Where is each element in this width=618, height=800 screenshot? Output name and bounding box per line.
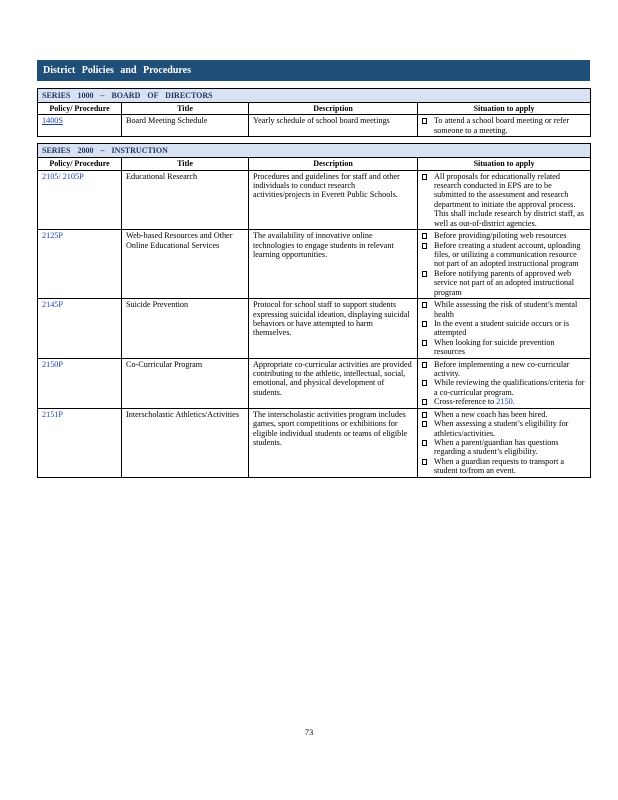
situation-text: When assessing a student’s eligibility for athletics/activities. [434,419,569,438]
situation-item [422,378,586,397]
title-cell: Educational Research [122,170,249,230]
situation-text: All proposals for educationally related research conducted in EPS are to be submitted to the assessment and research department to initiate the approval process. This shall include research by district staff, as well as out-of-district agencies. [434,171,584,228]
situation-text: When a new coach has been hired. [434,409,548,419]
checkbox-bullet-icon [422,340,427,346]
description-cell: Protocol for school staff to support students expressing suicidal ideation, displaying suicidal behaviors or have attempted to harm themselves. [249,299,418,359]
situation-cell [418,408,591,477]
table-row [38,299,591,359]
situation-item [422,172,586,229]
column-header-description: Description [249,158,418,170]
page-number: 73 [304,727,314,737]
table-row [38,358,591,408]
policies-table-instruction [37,143,591,477]
situation-item [422,300,586,319]
checkbox-bullet-icon [422,380,427,386]
policies-table [37,88,591,137]
situation-text: While assessing the risk of student’s mental health [434,300,578,319]
checkbox-bullet-icon [422,459,427,465]
policy-number: 2125P [42,231,63,241]
column-header-title: Title [122,158,249,170]
table-row [38,170,591,230]
situation-list [422,116,586,135]
policy-cell [38,408,122,477]
situation-text: Before implementing a new co-curricular activity. [434,359,570,379]
series-row [38,144,591,158]
policy-number: 2145P [42,300,63,310]
situation-item [422,410,586,419]
checkbox-bullet-icon [422,243,427,249]
column-header-title: Title [122,103,249,115]
checkbox-bullet-icon [422,302,427,308]
page-title: District Policies and Procedures [37,60,590,81]
policy-link[interactable]: 1400S [42,116,63,126]
description-cell: Yearly schedule of school board meetings [249,115,418,137]
column-header-situation: Situation to apply [418,158,591,170]
policy-number: 2151P [42,409,63,419]
checkbox-bullet-icon [422,271,427,277]
series-heading: SERIES 2000 – INSTRUCTION [38,144,591,158]
situation-text: To attend a school board meeting or refer someone to a meeting. [434,116,570,135]
situation-text: Before providing/piloting web resources [434,231,567,241]
situation-item [422,241,586,269]
policy-number: 2150P [42,359,63,369]
situation-item [422,116,586,135]
description-cell: The availability of innovative online technologies to engage students in relevant learning opportunities. [249,230,418,299]
situation-item [422,269,586,297]
title-cell: Web-based Resources and Other Online Educational Services [122,230,249,299]
description-cell: The interscholastic activities program includes games, sport competitions or exhibitions for eligible individual students or teams of eligible students. [249,408,418,477]
situation-list [422,172,586,229]
situation-cell [418,230,591,299]
situation-text: When a guardian requests to transport a student to/from an event. [434,456,565,476]
situation-text: When a parent/guardian has questions regarding a student’s eligibility. [434,437,559,457]
column-header-description: Description [249,103,418,115]
situation-item [422,419,586,438]
situation-list [422,300,586,357]
policy-cell [38,170,122,230]
table-row [38,230,591,299]
situation-list [422,231,586,297]
policy-number: 2105/ 2105P [42,171,84,181]
title-cell: Board Meeting Schedule [122,115,249,137]
checkbox-bullet-icon [422,440,427,446]
policy-cell [38,358,122,408]
checkbox-bullet-icon [422,118,427,124]
policy-cell [38,230,122,299]
situation-cell [418,358,591,408]
title-cell: Co-Curricular Program [122,358,249,408]
situation-item [422,338,586,357]
situation-cell [418,299,591,359]
document-page [37,60,590,478]
checkbox-bullet-icon [422,233,427,239]
checkbox-bullet-icon [422,362,427,368]
table-row [38,408,591,477]
situation-text: In the event a student suicide occurs or is attempted [434,318,570,338]
checkbox-bullet-icon [422,421,427,427]
situation-item [422,360,586,379]
policy-cell [38,115,122,137]
column-header-row [38,103,591,115]
crossref-link[interactable]: 2150. [496,397,515,407]
situation-text: While reviewing the qualifications/criteria for a co-curricular program. [434,378,585,397]
situation-cell [418,115,591,137]
title-cell: Suicide Prevention [122,299,249,359]
series-heading: SERIES 1000 – BOARD OF DIRECTORS [38,89,591,103]
title-cell: Interscholastic Athletics/Activities [122,408,249,477]
checkbox-bullet-icon [422,174,427,180]
column-header-policy: Policy/ Procedure [38,158,122,170]
situation-text: When looking for suicide prevention resources [434,337,555,357]
crossref-text: Cross-reference to [434,397,497,407]
table-row [38,115,591,137]
situation-list [422,410,586,476]
situation-item [422,457,586,476]
description-cell: Appropriate co-curricular activities are provided contributing to the athletic, intellectual, social, emotional, and physical development of students. [249,358,418,408]
description-cell: Procedures and guidelines for staff and other individuals to conduct research activities/projects in Everett Public Schools. [249,170,418,230]
situation-cell [418,170,591,230]
situation-text: Before notifying parents of approved web service not part of an adopted instructional program [434,268,575,297]
situation-list [422,360,586,407]
column-header-row [38,158,591,170]
checkbox-bullet-icon [422,399,427,405]
situation-item [422,231,586,240]
checkbox-bullet-icon [422,321,427,327]
situation-item [422,438,586,457]
series-row [38,89,591,103]
situation-text: Before creating a student account, uploading files, or utilizing a communication resource not part of an adopted instructional program [434,240,581,269]
column-header-situation: Situation to apply [418,103,591,115]
situation-item [422,319,586,338]
column-header-policy: Policy/ Procedure [38,103,122,115]
checkbox-bullet-icon [422,412,427,418]
policy-cell [38,299,122,359]
situation-item [422,397,586,406]
